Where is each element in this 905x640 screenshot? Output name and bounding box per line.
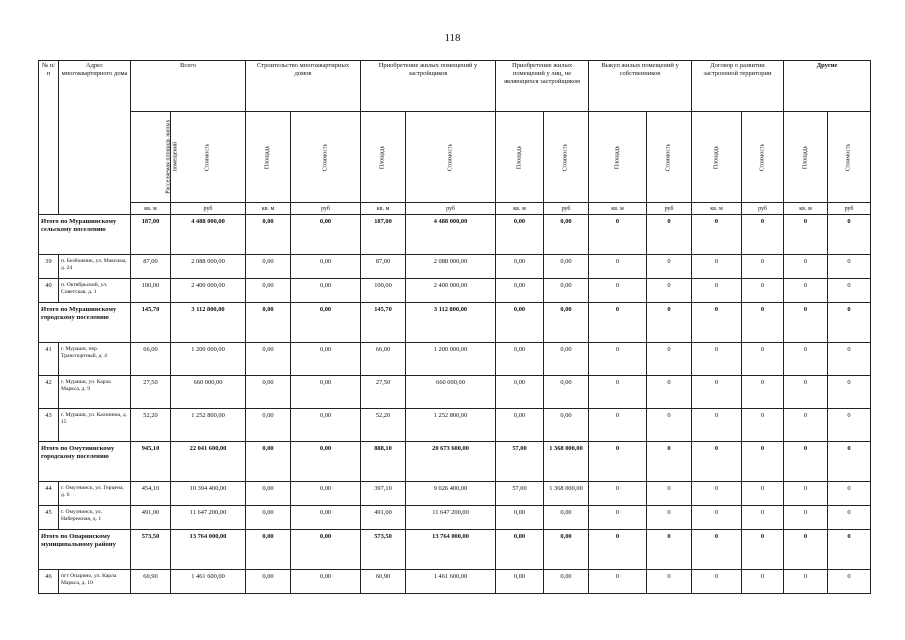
value-cell: 0 <box>742 343 784 376</box>
value-cell: 0 <box>742 482 784 506</box>
unit-rub: руб <box>828 203 871 215</box>
value-cell: 491,00 <box>131 506 171 530</box>
address-cell: п. Октябрьский, ул. Советская, д. 1 <box>59 279 131 303</box>
subheader-area: Площадь <box>692 112 742 203</box>
value-cell: 3 112 800,00 <box>171 303 246 343</box>
value-cell: 0 <box>828 482 871 506</box>
value-cell: 0 <box>742 215 784 255</box>
value-cell: 57,00 <box>496 442 544 482</box>
value-cell: 0,00 <box>246 376 291 409</box>
value-cell: 0,00 <box>291 376 361 409</box>
unit-rub: руб <box>171 203 246 215</box>
value-cell: 0,00 <box>246 506 291 530</box>
value-cell: 22 041 600,00 <box>171 442 246 482</box>
value-cell: 0 <box>784 482 828 506</box>
row-number: 40 <box>39 279 59 303</box>
value-cell: 52,20 <box>361 409 406 442</box>
value-cell: 11 647 200,00 <box>171 506 246 530</box>
value-cell: 11 647 200,00 <box>406 506 496 530</box>
value-cell: 0 <box>647 482 692 506</box>
table-row <box>39 506 871 530</box>
value-cell: 0 <box>784 255 828 279</box>
value-cell: 0,00 <box>496 530 544 570</box>
value-cell: 0 <box>692 409 742 442</box>
value-cell: 0 <box>692 303 742 343</box>
value-cell: 660 000,00 <box>171 376 246 409</box>
value-cell: 0,00 <box>291 215 361 255</box>
value-cell: 0 <box>784 409 828 442</box>
value-cell: 0 <box>692 570 742 594</box>
value-cell: 0 <box>742 255 784 279</box>
value-cell: 0 <box>647 279 692 303</box>
value-cell: 0,00 <box>291 303 361 343</box>
value-cell: 0 <box>742 530 784 570</box>
value-cell: 0,00 <box>246 343 291 376</box>
value-cell: 0 <box>828 215 871 255</box>
subtotal-label: Итого по Мурашинскому сельскому поселению <box>39 215 131 255</box>
value-cell: 0 <box>692 530 742 570</box>
value-cell: 0 <box>692 279 742 303</box>
value-cell: 0,00 <box>246 570 291 594</box>
value-cell: 0 <box>784 376 828 409</box>
value-cell: 4 488 000,00 <box>171 215 246 255</box>
value-cell: 2 400 000,00 <box>171 279 246 303</box>
value-cell: 0 <box>589 506 647 530</box>
value-cell: 454,10 <box>131 482 171 506</box>
unit-sqm: кв. м <box>131 203 171 215</box>
value-cell: 0 <box>589 482 647 506</box>
value-cell: 0 <box>828 279 871 303</box>
unit-sqm: кв. м <box>361 203 406 215</box>
table-row-total <box>39 442 871 482</box>
unit-rub: руб <box>647 203 692 215</box>
value-cell: 0,00 <box>246 215 291 255</box>
value-cell: 0 <box>589 279 647 303</box>
table-row-total <box>39 215 871 255</box>
value-cell: 27,50 <box>131 376 171 409</box>
value-cell: 397,10 <box>361 482 406 506</box>
value-cell: 0 <box>784 442 828 482</box>
subheader-area: Площадь <box>784 112 828 203</box>
value-cell: 0,00 <box>246 279 291 303</box>
value-cell: 573,50 <box>131 530 171 570</box>
address-cell: г. Омутнинск, ул. Набережная, д. 1 <box>59 506 131 530</box>
value-cell: 0,00 <box>496 255 544 279</box>
subheader-cost: Стоимость <box>544 112 589 203</box>
table-row <box>39 376 871 409</box>
value-cell: 0,00 <box>246 409 291 442</box>
value-cell: 0 <box>828 255 871 279</box>
header-total: Всего <box>131 61 246 112</box>
value-cell: 0,00 <box>544 279 589 303</box>
value-cell: 0 <box>692 343 742 376</box>
address-cell: г. Мураши, пер. Транспортный, д. 4 <box>59 343 131 376</box>
value-cell: 57,00 <box>496 482 544 506</box>
value-cell: 0,00 <box>246 530 291 570</box>
row-number: 45 <box>39 506 59 530</box>
value-cell: 0 <box>589 409 647 442</box>
value-cell: 0,00 <box>544 570 589 594</box>
subheader-cost: Стоимость <box>171 112 246 203</box>
value-cell: 0,00 <box>544 530 589 570</box>
subtotal-label: Итого по Омутнинскому городскому поселению <box>39 442 131 482</box>
value-cell: 0 <box>742 506 784 530</box>
subheader-cost: Стоимость <box>742 112 784 203</box>
row-number: 39 <box>39 255 59 279</box>
value-cell: 0 <box>828 376 871 409</box>
value-cell: 0 <box>828 506 871 530</box>
subheader-area: Площадь <box>496 112 544 203</box>
value-cell: 0,00 <box>291 255 361 279</box>
value-cell: 0,00 <box>291 409 361 442</box>
value-cell: 66,00 <box>131 343 171 376</box>
value-cell: 0 <box>647 570 692 594</box>
value-cell: 4 488 000,00 <box>406 215 496 255</box>
value-cell: 0,00 <box>291 442 361 482</box>
header-purchase-developer: Приобретение жилых помещений у застройщиков <box>361 61 496 112</box>
value-cell: 0 <box>784 343 828 376</box>
value-cell: 0,00 <box>496 303 544 343</box>
subheader-cost: Стоимость <box>291 112 361 203</box>
value-cell: 0,00 <box>496 570 544 594</box>
value-cell: 0 <box>647 442 692 482</box>
unit-rub: руб <box>406 203 496 215</box>
page-number: 118 <box>444 32 461 44</box>
value-cell: 0 <box>647 376 692 409</box>
value-cell: 0,00 <box>544 255 589 279</box>
value-cell: 0 <box>742 279 784 303</box>
subheader-cost: Стоимость <box>828 112 871 203</box>
value-cell: 13 764 000,00 <box>171 530 246 570</box>
header-num: № п/п <box>39 61 59 215</box>
value-cell: 0 <box>742 570 784 594</box>
value-cell: 0,00 <box>544 343 589 376</box>
address-cell: г. Мураши, ул. Калинина, д. 15 <box>59 409 131 442</box>
value-cell: 491,00 <box>361 506 406 530</box>
header-purchase-nondeveloper: Приобретение жилых помещений у лиц, не являющихся застройщиком <box>496 61 589 112</box>
unit-sqm: кв. м <box>589 203 647 215</box>
subheader-resettled-area: Расселяемая площадь жилых помещений <box>131 112 171 203</box>
value-cell: 0 <box>647 215 692 255</box>
value-cell: 0,00 <box>496 506 544 530</box>
value-cell: 52,20 <box>131 409 171 442</box>
value-cell: 187,00 <box>131 215 171 255</box>
value-cell: 1 200 000,00 <box>406 343 496 376</box>
value-cell: 0,00 <box>291 279 361 303</box>
value-cell: 1 252 800,00 <box>406 409 496 442</box>
value-cell: 0,00 <box>544 303 589 343</box>
value-cell: 0,00 <box>291 506 361 530</box>
table-row <box>39 482 871 506</box>
value-cell: 0 <box>828 409 871 442</box>
value-cell: 0,00 <box>291 570 361 594</box>
value-cell: 2 400 000,00 <box>406 279 496 303</box>
value-cell: 66,00 <box>361 343 406 376</box>
value-cell: 87,00 <box>131 255 171 279</box>
value-cell: 100,00 <box>131 279 171 303</box>
table-body <box>39 215 871 594</box>
unit-sqm: кв. м <box>784 203 828 215</box>
value-cell: 0 <box>647 530 692 570</box>
value-cell: 2 088 000,00 <box>171 255 246 279</box>
value-cell: 145,70 <box>361 303 406 343</box>
subheader-cost: Стоимость <box>647 112 692 203</box>
value-cell: 0,00 <box>496 343 544 376</box>
value-cell: 0,00 <box>544 376 589 409</box>
header-construction: Строительство многоквартирных домов <box>246 61 361 112</box>
header-other: Другие <box>784 61 871 112</box>
value-cell: 1 368 000,00 <box>544 482 589 506</box>
value-cell: 145,70 <box>131 303 171 343</box>
value-cell: 0,00 <box>291 530 361 570</box>
value-cell: 0 <box>589 570 647 594</box>
value-cell: 0 <box>692 442 742 482</box>
value-cell: 0 <box>742 409 784 442</box>
value-cell: 2 088 000,00 <box>406 255 496 279</box>
value-cell: 0 <box>647 409 692 442</box>
value-cell: 3 112 800,00 <box>406 303 496 343</box>
value-cell: 0,00 <box>544 215 589 255</box>
value-cell: 1 461 600,00 <box>171 570 246 594</box>
value-cell: 0,00 <box>496 215 544 255</box>
subheader-area: Площадь <box>361 112 406 203</box>
value-cell: 87,00 <box>361 255 406 279</box>
table-row <box>39 279 871 303</box>
value-cell: 1 252 800,00 <box>171 409 246 442</box>
value-cell: 0 <box>742 442 784 482</box>
value-cell: 0 <box>828 530 871 570</box>
value-cell: 0 <box>692 482 742 506</box>
row-number: 44 <box>39 482 59 506</box>
value-cell: 0,00 <box>496 409 544 442</box>
value-cell: 0 <box>589 442 647 482</box>
subtotal-label: Итого по Опаринскому муниципальному району <box>39 530 131 570</box>
value-cell: 0,00 <box>246 255 291 279</box>
value-cell: 0 <box>692 255 742 279</box>
value-cell: 60,90 <box>131 570 171 594</box>
unit-sqm: кв. м <box>692 203 742 215</box>
value-cell: 0 <box>784 215 828 255</box>
value-cell: 0,00 <box>544 409 589 442</box>
value-cell: 0 <box>589 530 647 570</box>
unit-rub: руб <box>291 203 361 215</box>
address-cell: п. Безбожник, ул. Максима, д. 24 <box>59 255 131 279</box>
unit-rub: руб <box>544 203 589 215</box>
value-cell: 60,90 <box>361 570 406 594</box>
value-cell: 1 200 000,00 <box>171 343 246 376</box>
value-cell: 0 <box>647 255 692 279</box>
subheader-area: Площадь <box>246 112 291 203</box>
value-cell: 0 <box>784 279 828 303</box>
value-cell: 0 <box>742 303 784 343</box>
value-cell: 0 <box>692 215 742 255</box>
address-cell: г. Мураши, ул. Карла Маркса, д. 9 <box>59 376 131 409</box>
value-cell: 0 <box>784 570 828 594</box>
value-cell: 10 394 400,00 <box>171 482 246 506</box>
unit-rub: руб <box>742 203 784 215</box>
resettlement-table <box>38 60 871 594</box>
value-cell: 20 673 600,00 <box>406 442 496 482</box>
value-cell: 0 <box>828 570 871 594</box>
value-cell: 0 <box>692 376 742 409</box>
table-row <box>39 570 871 594</box>
value-cell: 0,00 <box>246 482 291 506</box>
row-number: 46 <box>39 570 59 594</box>
subtotal-label: Итого по Мурашинскому городскому поселению <box>39 303 131 343</box>
value-cell: 1 368 000,00 <box>544 442 589 482</box>
value-cell: 0 <box>742 376 784 409</box>
row-number: 43 <box>39 409 59 442</box>
unit-sqm: кв. м <box>246 203 291 215</box>
address-cell: пгт Опарино, ул. Карла Маркса, д. 10 <box>59 570 131 594</box>
value-cell: 187,00 <box>361 215 406 255</box>
value-cell: 0 <box>828 442 871 482</box>
value-cell: 0 <box>692 506 742 530</box>
table-row <box>39 255 871 279</box>
value-cell: 9 026 400,00 <box>406 482 496 506</box>
value-cell: 0,00 <box>246 303 291 343</box>
value-cell: 0,00 <box>544 506 589 530</box>
value-cell: 0 <box>589 343 647 376</box>
value-cell: 13 764 000,00 <box>406 530 496 570</box>
unit-sqm: кв. м <box>496 203 544 215</box>
header-buyout: Выкуп жилых помещений у собственников <box>589 61 692 112</box>
value-cell: 0 <box>589 376 647 409</box>
value-cell: 0 <box>784 506 828 530</box>
value-cell: 1 461 600,00 <box>406 570 496 594</box>
row-number: 41 <box>39 343 59 376</box>
table-row-total <box>39 303 871 343</box>
value-cell: 0,00 <box>496 279 544 303</box>
value-cell: 0 <box>647 303 692 343</box>
value-cell: 0 <box>589 215 647 255</box>
value-cell: 888,10 <box>361 442 406 482</box>
value-cell: 0,00 <box>246 442 291 482</box>
value-cell: 660 000,00 <box>406 376 496 409</box>
value-cell: 0 <box>589 255 647 279</box>
subheader-cost: Стоимость <box>406 112 496 203</box>
row-number: 42 <box>39 376 59 409</box>
subheader-area: Площадь <box>589 112 647 203</box>
value-cell: 0 <box>647 506 692 530</box>
table-row <box>39 343 871 376</box>
value-cell: 945,10 <box>131 442 171 482</box>
value-cell: 0,00 <box>291 343 361 376</box>
value-cell: 0 <box>589 303 647 343</box>
header-development-contract: Договор о развитии застроенной территории <box>692 61 784 112</box>
value-cell: 573,50 <box>361 530 406 570</box>
value-cell: 0 <box>784 530 828 570</box>
value-cell: 27,50 <box>361 376 406 409</box>
value-cell: 100,00 <box>361 279 406 303</box>
address-cell: г. Омутнинск, ул. Герцена, д. 6 <box>59 482 131 506</box>
value-cell: 0 <box>828 303 871 343</box>
value-cell: 0,00 <box>496 376 544 409</box>
table-row <box>39 409 871 442</box>
table-row-total <box>39 530 871 570</box>
value-cell: 0 <box>828 343 871 376</box>
value-cell: 0 <box>647 343 692 376</box>
value-cell: 0,00 <box>291 482 361 506</box>
value-cell: 0 <box>784 303 828 343</box>
header-address: Адрес многоквартирного дома <box>59 61 131 215</box>
